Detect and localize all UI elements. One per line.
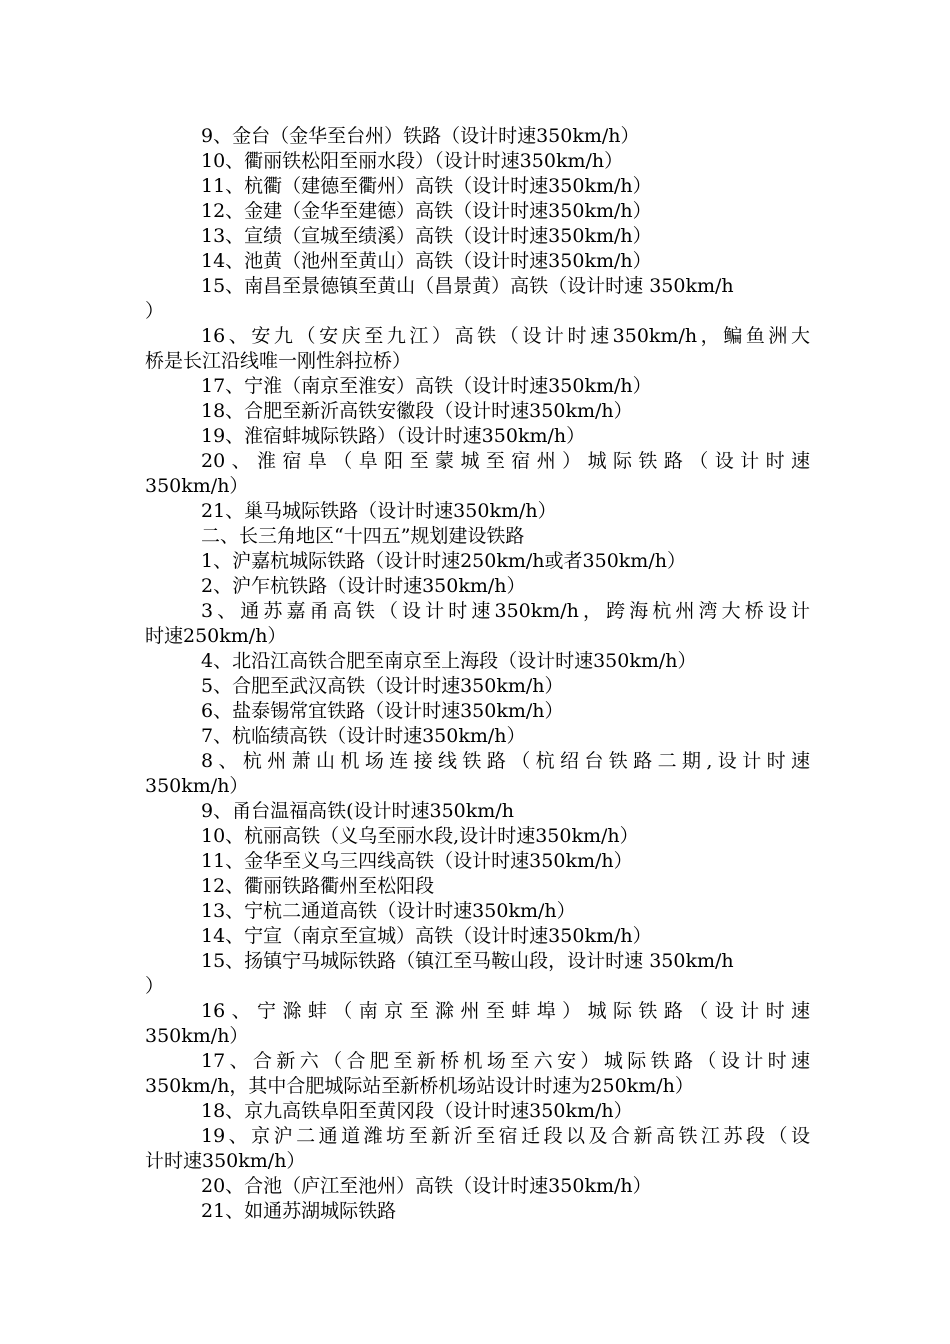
text-line: 20、合池（庐江至池州）高铁（设计时速350km/h）	[201, 1175, 652, 1197]
text-line: 18、京九高铁阜阳至黄冈段（设计时速350km/h）	[201, 1100, 633, 1122]
text-line: 5、合肥至武汉高铁（设计时速350km/h）	[201, 675, 564, 697]
text-line: 12、衢丽铁路衢州至松阳段	[201, 875, 435, 897]
text-line: 18、合肥至新沂高铁安徽段（设计时速350km/h）	[201, 400, 633, 422]
text-line: 7、杭临绩高铁（设计时速350km/h）	[201, 725, 526, 747]
text-line: 11、金华至义乌三四线高铁（设计时速350km/h）	[201, 850, 633, 872]
text-line: 计时速350km/h）	[145, 1150, 306, 1172]
text-line: 12、金建（金华至建德）高铁（设计时速350km/h）	[201, 200, 652, 222]
text-line: 15、南昌至景德镇至黄山（昌景黄）高铁（设计时速 350km/h	[201, 275, 734, 297]
text-line: 6、盐泰锡常宜铁路（设计时速350km/h）	[201, 700, 564, 722]
text-line: 17、宁淮（南京至淮安）高铁（设计时速350km/h）	[201, 375, 652, 397]
text-line: 350km/h）	[145, 1025, 249, 1047]
text-line: 3、通苏嘉甬高铁（设计时速350km/h，跨海杭州湾大桥设计	[201, 600, 810, 622]
text-line: 21、如通苏湖城际铁路	[201, 1200, 397, 1222]
text-line: 350km/h，其中合肥城际站至新桥机场站设计时速为250km/h）	[145, 1075, 694, 1097]
text-line: 9、甬台温福高铁(设计时速350km/h	[201, 800, 514, 822]
text-line: 14、宁宣（南京至宣城）高铁（设计时速350km/h）	[201, 925, 652, 947]
text-line: 17、合新六（合肥至新桥机场至六安）城际铁路（设计时速	[201, 1050, 810, 1072]
text-line: 16、宁滁蚌（南京至滁州至蚌埠）城际铁路（设计时速	[201, 1000, 810, 1022]
text-line: ）	[145, 975, 165, 997]
text-line: 10、杭丽高铁（义乌至丽水段,设计时速350km/h）	[201, 825, 639, 847]
text-line: ）	[145, 300, 165, 322]
text-line: 16、安九（安庆至九江）高铁（设计时速350km/h，鳊鱼洲大	[201, 325, 810, 347]
text-line: 桥是长江沿线唯一刚性斜拉桥）	[145, 350, 412, 372]
text-line: 9、金台（金华至台州）铁路（设计时速350km/h）	[201, 125, 640, 147]
text-line: 15、扬镇宁马城际铁路（镇江至马鞍山段，设计时速 350km/h	[201, 950, 734, 972]
text-line: 13、宣绩（宣城至绩溪）高铁（设计时速350km/h）	[201, 225, 652, 247]
text-line: 14、池黄（池州至黄山）高铁（设计时速350km/h）	[201, 250, 652, 272]
text-line: 19、京沪二通道潍坊至新沂至宿迁段以及合新高铁江苏段（设	[201, 1125, 810, 1147]
text-line: 21、巢马城际铁路（设计时速350km/h）	[201, 500, 557, 522]
text-line: 11、杭衢（建德至衢州）高铁（设计时速350km/h）	[201, 175, 652, 197]
text-line: 4、北沿江高铁合肥至南京至上海段（设计时速350km/h）	[201, 650, 697, 672]
text-line: 二、长三角地区“十四五”规划建设铁路	[201, 525, 525, 547]
text-line: 10、衢丽铁松阳至丽水段）（设计时速350km/h）	[201, 150, 624, 172]
text-line: 8、杭州萧山机场连接线铁路（杭绍台铁路二期,设计时速	[201, 750, 810, 772]
text-line: 13、宁杭二通道高铁（设计时速350km/h）	[201, 900, 576, 922]
text-line: 时速250km/h）	[145, 625, 287, 647]
text-line: 1、沪嘉杭城际铁路（设计时速250km/h或者350km/h）	[201, 550, 686, 572]
text-line: 2、沪乍杭铁路（设计时速350km/h）	[201, 575, 526, 597]
text-line: 20、淮宿阜（阜阳至蒙城至宿州）城际铁路（设计时速	[201, 450, 810, 472]
text-line: 19、淮宿蚌城际铁路）（设计时速350km/h）	[201, 425, 586, 447]
text-line: 350km/h）	[145, 475, 249, 497]
text-line: 350km/h）	[145, 775, 249, 797]
document-body	[145, 124, 810, 1224]
